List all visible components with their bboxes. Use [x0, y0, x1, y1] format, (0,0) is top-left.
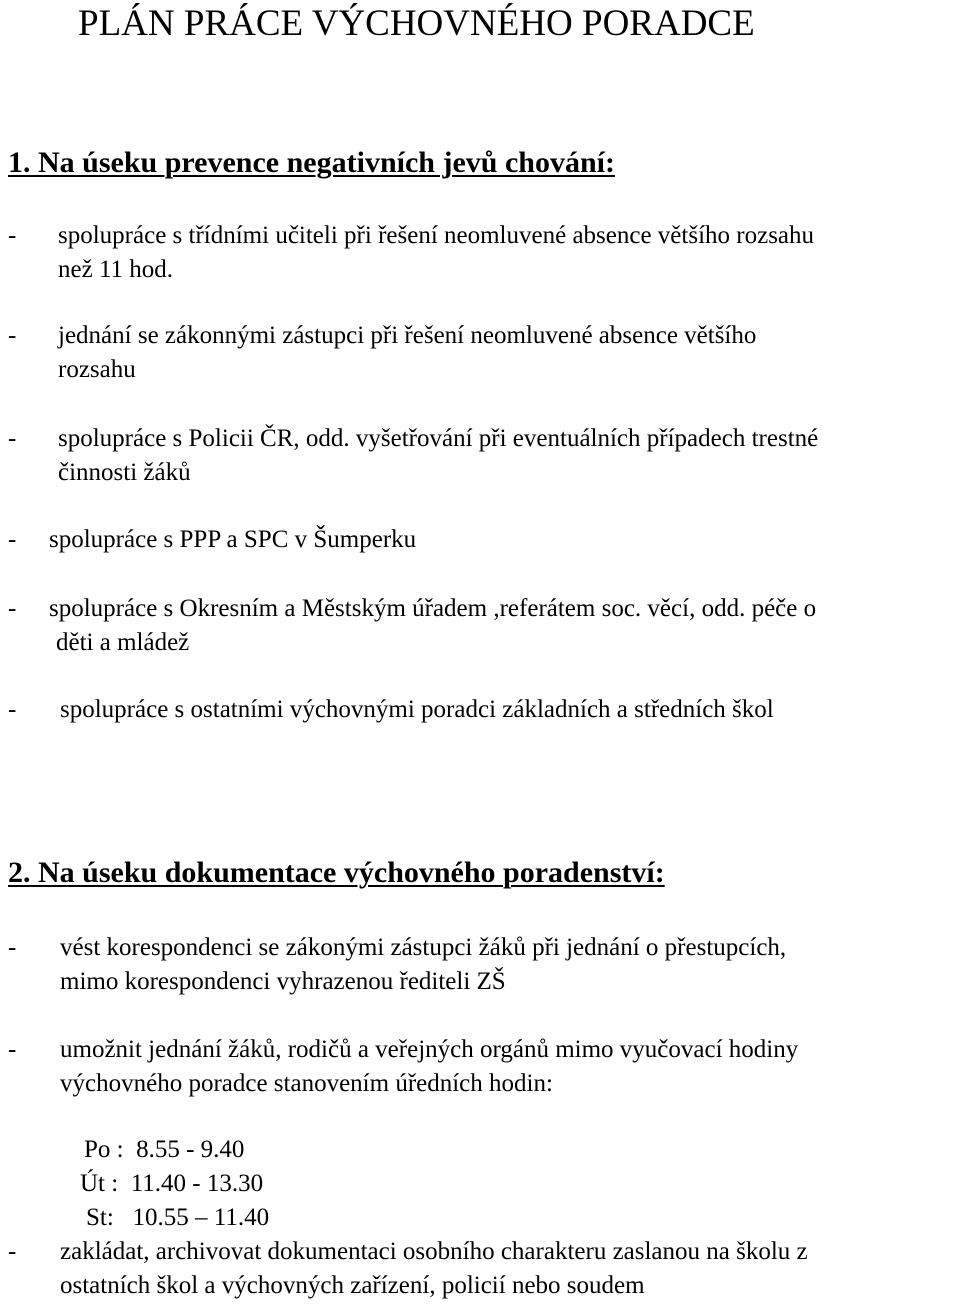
list-dash: -: [8, 1238, 17, 1265]
list-dash: -: [8, 696, 17, 723]
office-hours-row-monday: Po : 8.55 - 9.40: [84, 1136, 245, 1163]
list-item-text: děti a mládež: [56, 629, 190, 656]
list-dash: -: [8, 222, 17, 249]
office-hours-row-tuesday: Út : 11.40 - 13.30: [80, 1170, 264, 1197]
list-item-text: zakládat, archivovat dokumentaci osobního charakteru zaslanou na školu z: [60, 1238, 808, 1265]
list-item-text: mimo korespondenci vyhrazenou řediteli ZŠ: [60, 968, 506, 995]
list-item-text: jednání se zákonnými zástupci při řešení neomluvené absence většího: [58, 322, 757, 349]
section-heading-prevention: 1. Na úseku prevence negativních jevů chování:: [8, 146, 615, 179]
list-dash: -: [8, 526, 17, 553]
list-item-text: spolupráce s Okresním a Městským úřadem ,referátem soc. věcí, odd. péče o: [49, 595, 817, 622]
list-dash: -: [8, 322, 17, 349]
list-item-text: než 11 hod.: [58, 256, 174, 283]
list-item-text: činnosti žáků: [58, 459, 191, 486]
list-item-text: spolupráce s PPP a SPC v Šumperku: [49, 526, 417, 553]
list-item-text: spolupráce s Policii ČR, odd. vyšetřování při eventuálních případech trestné: [58, 425, 819, 452]
list-dash: -: [8, 425, 17, 452]
list-dash: -: [8, 595, 17, 622]
list-item-text: ostatních škol a výchovných zařízení, policií nebo soudem: [60, 1272, 645, 1299]
page-title: PLÁN PRÁCE VÝCHOVNÉHO PORADCE: [78, 3, 755, 44]
section-heading-documentation: 2. Na úseku dokumentace výchovného poradenství:: [8, 856, 665, 889]
list-item-text: výchovného poradce stanovením úředních hodin:: [60, 1070, 553, 1097]
list-item-text: spolupráce s ostatními výchovnými poradci základních a středních škol: [60, 696, 774, 723]
list-item-text: umožnit jednání žáků, rodičů a veřejných orgánů mimo vyučovací hodiny: [60, 1036, 799, 1063]
office-hours-row-wednesday: St: 10.55 – 11.40: [86, 1204, 270, 1231]
list-dash: -: [8, 1036, 17, 1063]
list-item-text: vést korespondenci se zákonými zástupci žáků při jednání o přestupcích,: [60, 934, 787, 961]
list-dash: -: [8, 934, 17, 961]
list-item-text: spolupráce s třídními učiteli při řešení neomluvené absence většího rozsahu: [58, 222, 815, 249]
list-item-text: rozsahu: [58, 356, 136, 383]
